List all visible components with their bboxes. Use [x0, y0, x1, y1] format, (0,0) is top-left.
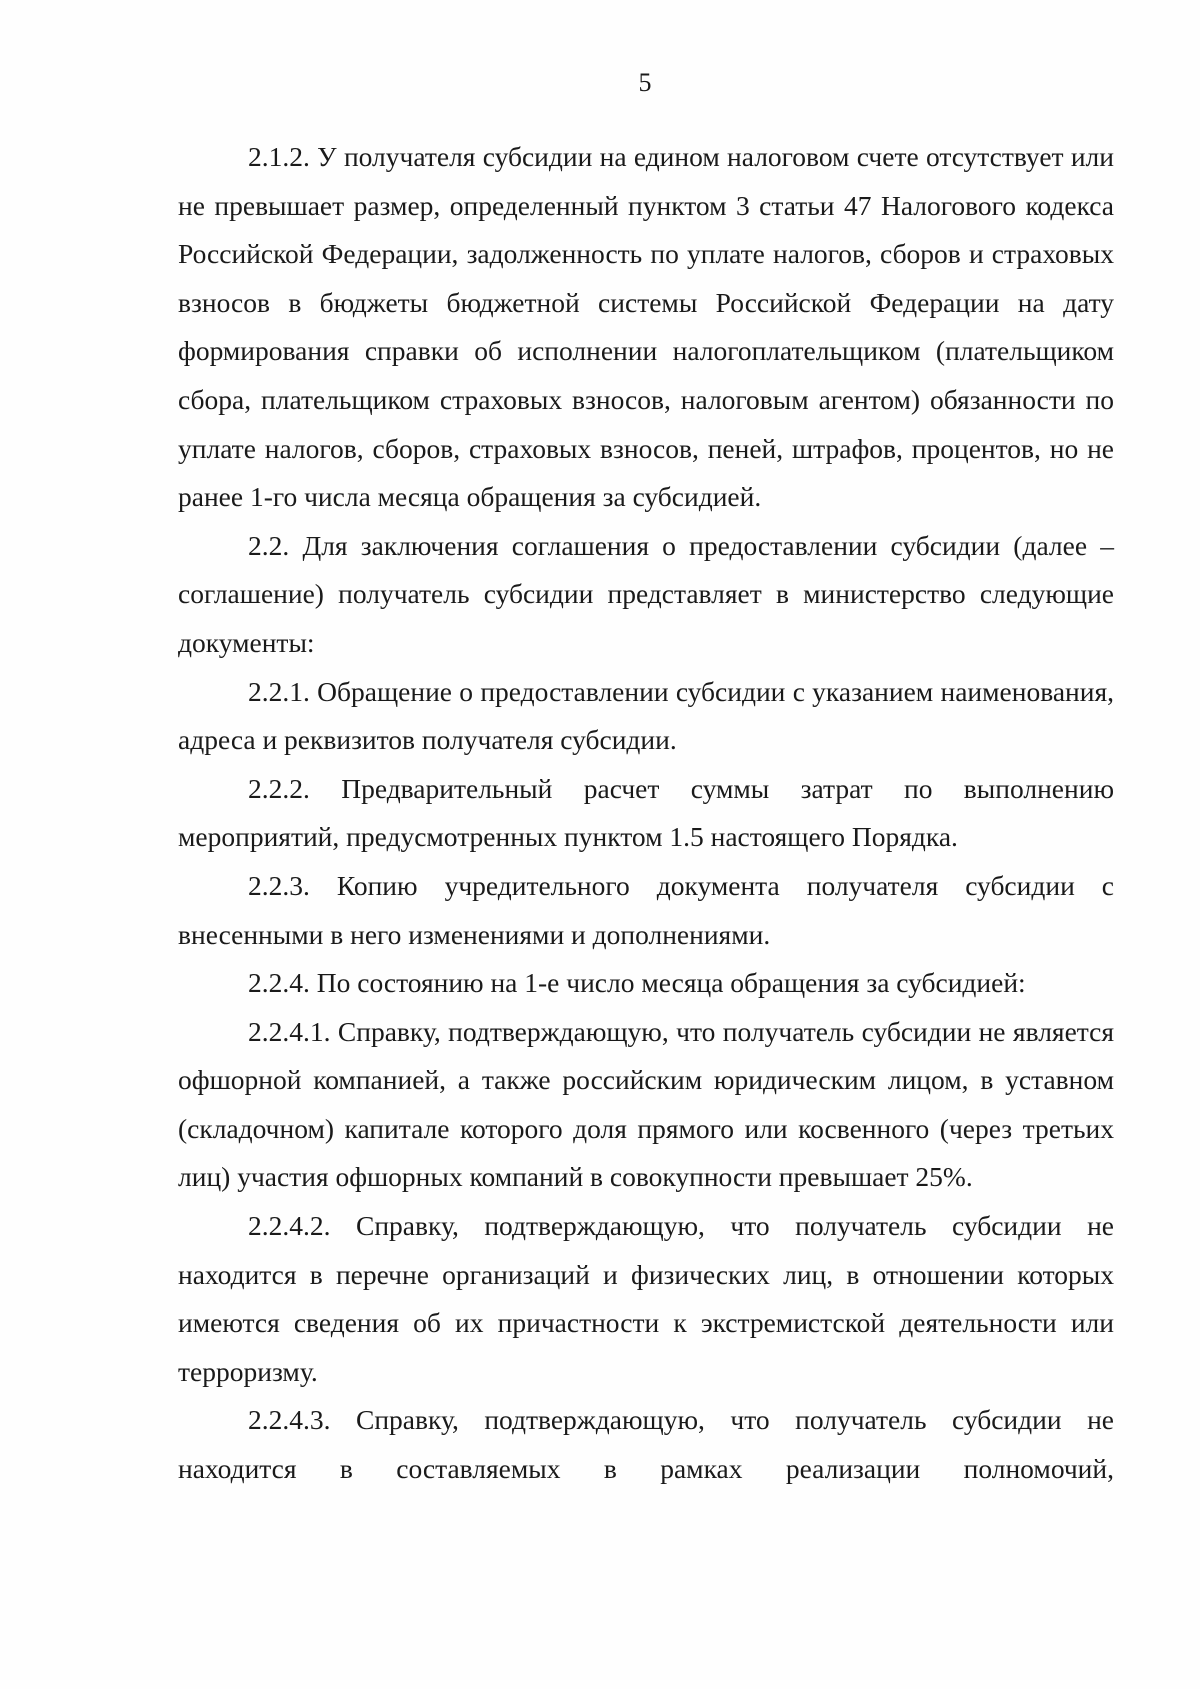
paragraph-2-1-2: 2.1.2. У получателя субсидии на едином налоговом счете отсутствует или не превышает размер, определенный пунктом 3 статьи 47 Налогового кодекса Российской Федерации, задолженность по уплате налогов, сборов и страховых взносов в бюджеты бюджетной системы Российской Федерации на дату формирования справки об исполнении налогоплательщиком (плательщиком сбора, плательщиком страховых взносов, налоговым агентом) обязанности по уплате налогов, сборов, страховых взносов, пеней, штрафов, процентов, но не ранее 1-го числа месяца обращения за субсидией. [178, 141, 1114, 513]
paragraph-2-2-4-1: 2.2.4.1. Справку, подтверждающую, что получатель субсидии не является офшорной компанией, а также российским юридическим лицом, в уставном (складочном) капитале которого доля прямого или косвенного (через третьих лиц) участия офшорных компаний в совокупности превышает 25%. [178, 1015, 1114, 1193]
paragraph-2-2-4-2: 2.2.4.2. Справку, подтверждающую, что получатель субсидии не находится в перечне организаций и физических лиц, в отношении которых имеются сведения об их причастности к экстремистской деятельности или терроризму. [178, 1210, 1114, 1387]
page-number: 5 [638, 68, 652, 97]
document-body [178, 133, 1114, 1494]
paragraph-2-2-4-3: 2.2.4.3. Справку, подтверждающую, что получатель субсидии не находится в составляемых в рамках реализации полномочий, [178, 1404, 1114, 1485]
paragraph-2-2-2: 2.2.2. Предварительный расчет суммы затрат по выполнению мероприятий, предусмотренных пунктом 1.5 настоящего Порядка. [178, 772, 1114, 853]
paragraph-2-2: 2.2. Для заключения соглашения о предоставлении субсидии (далее – соглашение) получатель субсидии представляет в министерство следующие документы: [178, 529, 1114, 658]
paragraph-2-2-1: 2.2.1. Обращение о предоставлении субсидии с указанием наименования, адреса и реквизитов получателя субсидии. [178, 675, 1114, 756]
paragraph-2-2-4: 2.2.4. По состоянию на 1-е число месяца обращения за субсидией: [248, 967, 1026, 999]
paragraph-2-2-3: 2.2.3. Копию учредительного документа получателя субсидии с внесенными в него изменениями и дополнениями. [178, 869, 1114, 950]
